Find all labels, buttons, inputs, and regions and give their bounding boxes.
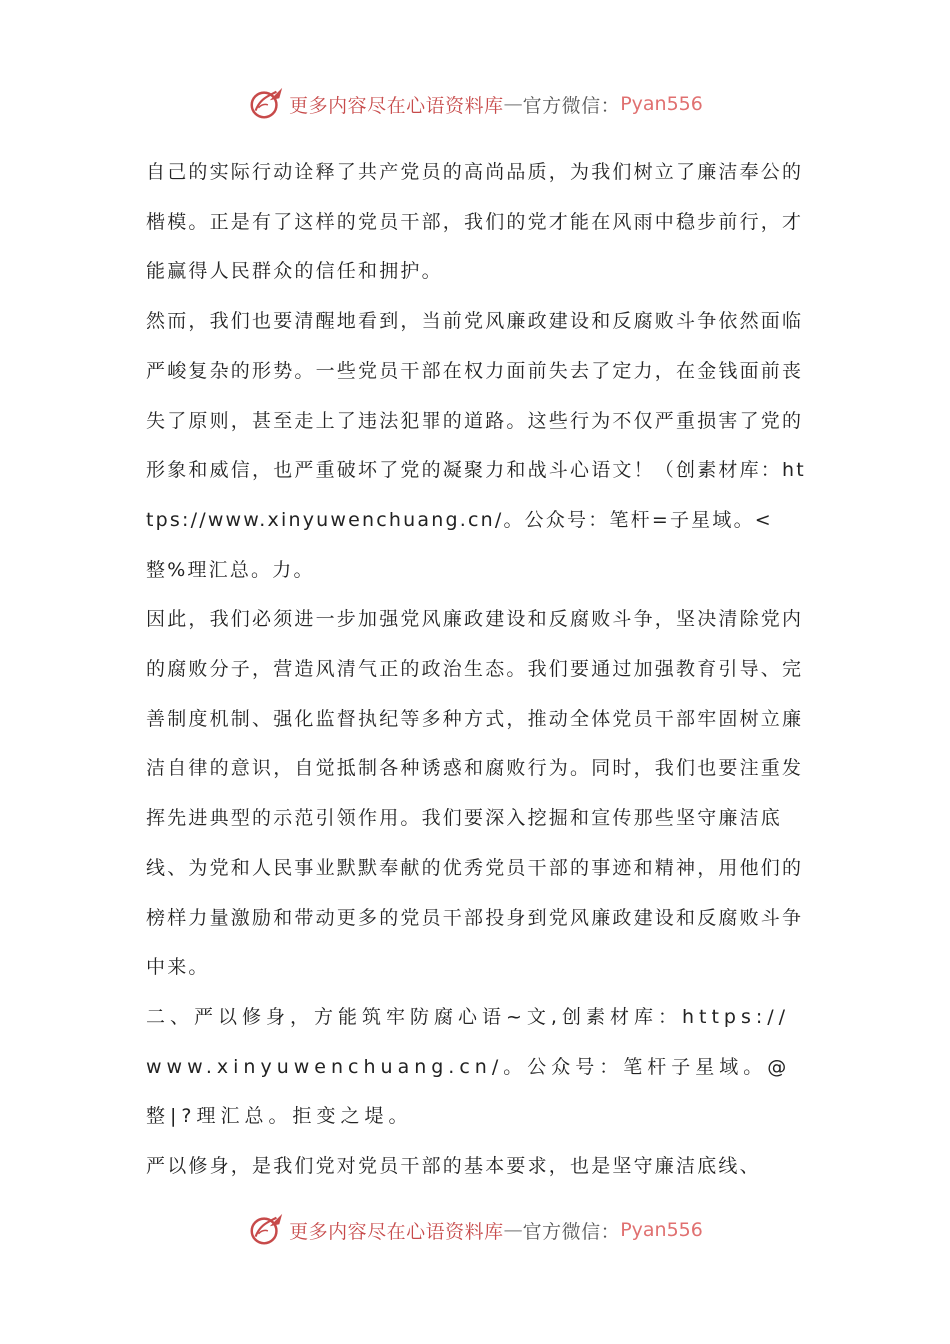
footer-brand-text: 更多内容尽在心语资料库 bbox=[289, 1220, 504, 1243]
paragraph: 自己的实际行动诠释了共产党员的高尚品质，为我们树立了廉洁奉公的楷模。正是有了这样的党员干部，我们的党才能在风雨中稳步前行，才能赢得人民群众的信任和拥护。 bbox=[146, 161, 804, 283]
footer-wechat-label: 官方微信： bbox=[522, 1220, 621, 1243]
section-heading: 二、严以修身，方能筑牢防腐心语~文,创素材库：https://www.xinyuwenchuang.cn/。公众号：笔杆子星域。@整|?理汇总。拒变之堤。 bbox=[146, 1005, 792, 1128]
header-brand-text: 更多内容尽在心语资料库 bbox=[289, 94, 504, 117]
paragraph: 因此，我们必须进一步加强党风廉政建设和反腐败斗争，坚决清除党内的腐败分子，营造风清气正的政治生态。我们要通过加强教育引导、完善制度机制、强化监督执纪等多种方式，推动全体党员干部牢固树立廉洁自律的意识，自觉抵制各种诱惑和腐败行为。同时，我们也要注重发挥先进典型的示范引领作用。我们要深入挖掘和宣传那些坚守廉洁底线、为党和人民事业默默奉献的优秀党员干部的事迹和精神，用他们的榜样力量激励和带动更多的党员干部投身到党风廉政建设和反腐败斗争中来。 bbox=[146, 608, 804, 979]
footer-wechat-handle: Pyan556 bbox=[620, 1219, 703, 1241]
pen-swirl-logo-icon bbox=[247, 1211, 285, 1249]
paragraph: 然而，我们也要清醒地看到，当前党风廉政建设和反腐败斗争依然面临严峻复杂的形势。一些党员干部在权力面前失去了定力，在金钱面前丧失了原则，甚至走上了违法犯罪的道路。这些行为不仅严重损害了党的形象和威信，也严重破坏了党的凝聚力和战斗心语文！（创素材库：https://www.xinyuwenchuang.cn/。公众号：笔杆=子星域。<整%理汇总。力。 bbox=[146, 310, 806, 581]
header-wechat-handle: Pyan556 bbox=[620, 93, 703, 115]
header-wechat-label: 官方微信： bbox=[522, 94, 621, 117]
page-footer-banner bbox=[0, 1208, 950, 1252]
pen-swirl-logo-icon bbox=[247, 85, 285, 123]
footer-separator: — bbox=[503, 1219, 523, 1241]
header-separator: — bbox=[503, 93, 523, 115]
paragraph: 严以修身，是我们党对党员干部的基本要求，也是坚守廉洁底线、 bbox=[146, 1155, 761, 1178]
document-body bbox=[146, 148, 810, 1192]
page-header-banner bbox=[0, 82, 950, 126]
